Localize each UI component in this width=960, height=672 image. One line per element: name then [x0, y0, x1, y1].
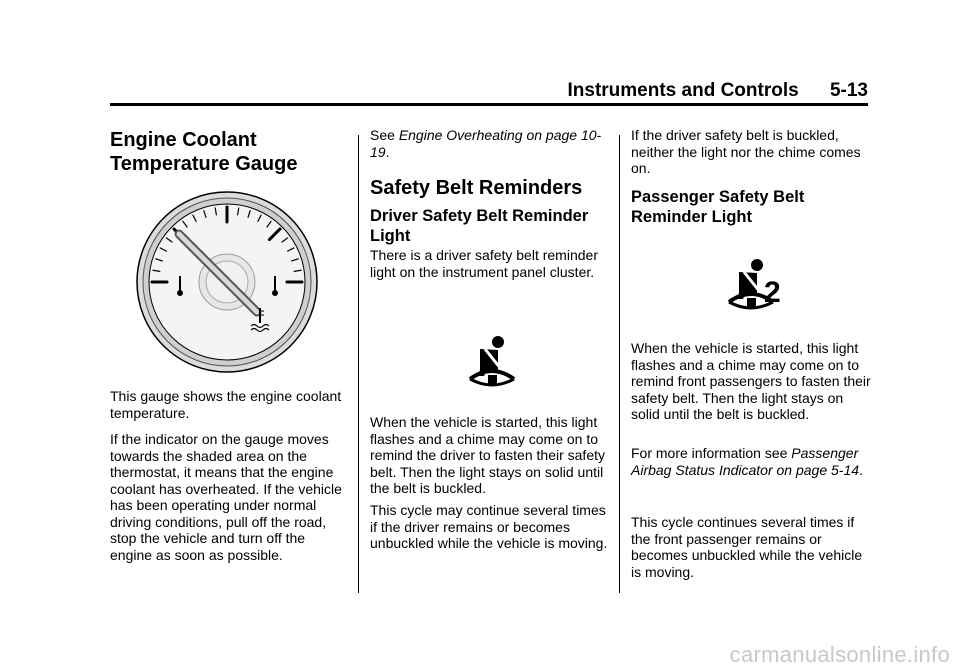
driver-paragraph-1: There is a driver safety belt reminder light on the instrument panel cluster. [370, 247, 598, 280]
passenger-paragraph-2 [631, 445, 871, 478]
driver-paragraph-2: When the vehicle is started, this light flashes and a chime may come on to remind the driver to fasten their safety belt. Then the light stays on solid until the belt is buckled. [370, 414, 605, 496]
more-info-suffix: . [859, 461, 863, 478]
column-divider-1 [358, 135, 359, 593]
see-prefix: See [370, 127, 399, 143]
passenger-number: 2 [764, 276, 781, 309]
subtitle-passenger-reminder: Passenger Safety Belt Reminder Light [631, 188, 805, 226]
subtitle-driver-reminder: Driver Safety Belt Reminder Light [370, 207, 589, 245]
seatbelt-reminder-icon [468, 335, 516, 387]
passenger-paragraph-3: This cycle continues several times if the front passenger remains or becomes unbuckled while the vehicle is moving. [631, 514, 863, 580]
see-link[interactable]: Engine Overheating on page 10-19 [370, 127, 602, 160]
title-line-1: Engine Coolant [110, 129, 257, 151]
buckled-paragraph: If the driver safety belt is buckled, neither the light nor the chime comes on. [631, 127, 861, 176]
driver-paragraph-3: This cycle may continue several times if the driver remains or becomes unbuckled while the vehicle is moving. [370, 502, 608, 551]
page-number: 5-13 [829, 80, 868, 101]
more-info-prefix: For more information see [631, 445, 792, 461]
column-divider-2 [619, 135, 620, 593]
coolant-temperature-gauge-icon [135, 190, 319, 374]
see-reference [370, 127, 610, 160]
title-line-2: Temperature Gauge [110, 153, 298, 175]
page-header [568, 80, 869, 102]
chapter-title: Instruments and Controls [567, 80, 799, 101]
coolant-paragraph-2: If the indicator on the gauge moves towards the shaded area on the thermostat, it means that the engine coolant has overheated. If the vehicle has been operating under normal driving conditions, pull off the road, stop the vehicle and turn off the engine as soon as possible. [110, 431, 342, 563]
passenger-seatbelt-reminder-icon [727, 258, 817, 314]
see-suffix: . [385, 143, 390, 160]
section-title-safety-belt: Safety Belt Reminders [370, 177, 583, 199]
watermark: carmanualsonline.info [729, 642, 950, 667]
section-title-coolant [110, 128, 297, 176]
coolant-paragraph-1: This gauge shows the engine coolant temperature. [110, 388, 342, 421]
header-rule [110, 103, 868, 106]
passenger-paragraph-1: When the vehicle is started, this light flashes and a chime may come on to remind front passengers to fasten their safety belt. Then the light stays on solid until the belt is buckled. [631, 340, 871, 422]
airbag-status-link[interactable]: Passenger Airbag Status Indicator on page 5-14 [631, 445, 860, 478]
